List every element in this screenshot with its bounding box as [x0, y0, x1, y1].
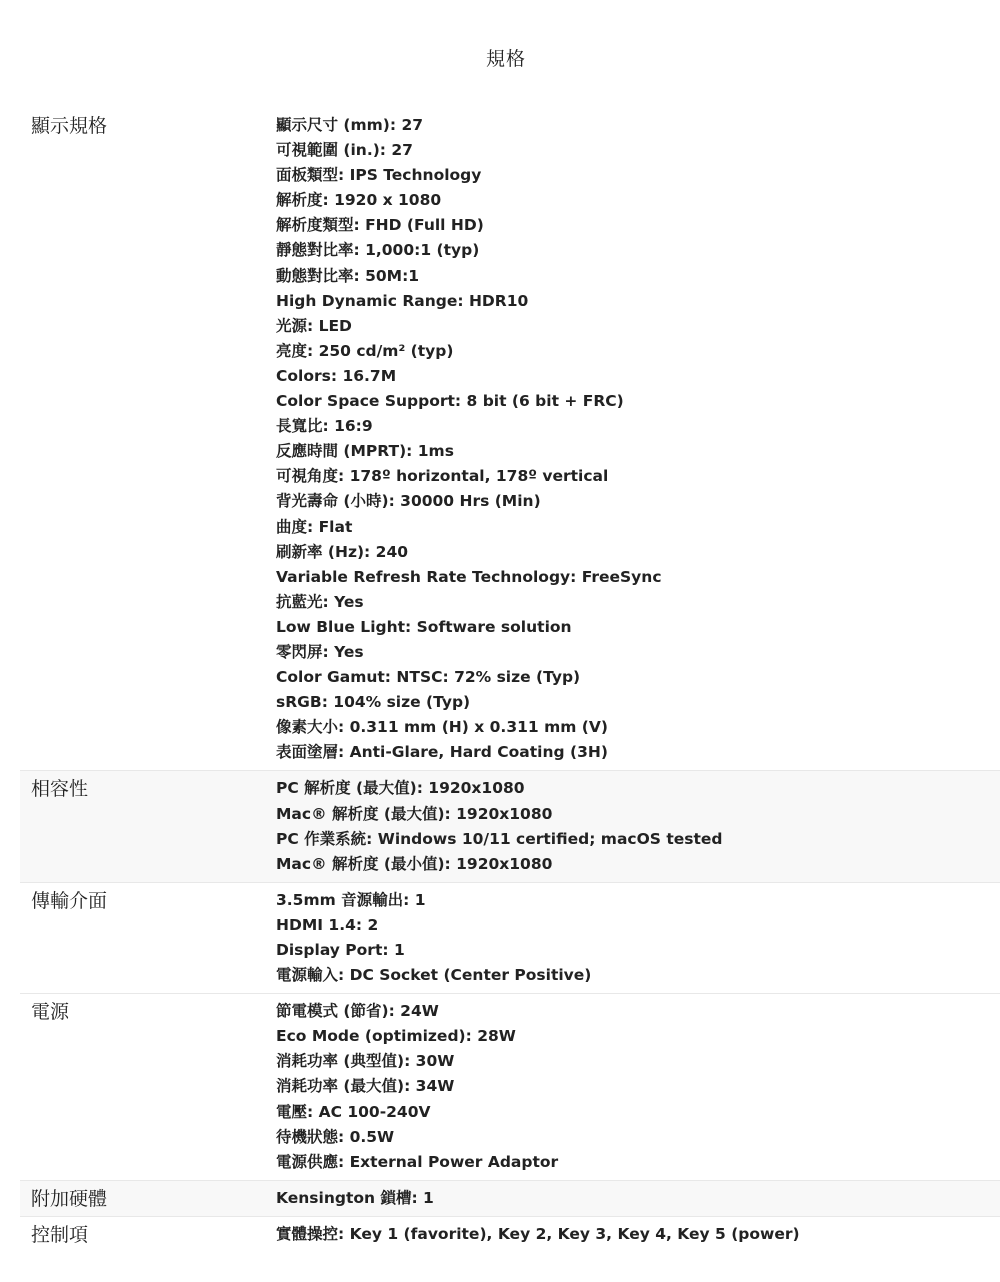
spec-item: 曲度: Flat: [276, 517, 353, 536]
spec-item: 電源供應: External Power Adaptor: [276, 1152, 559, 1171]
spec-item-list: [276, 1181, 1000, 1216]
spec-item: Kensington 鎖槽: 1: [276, 1188, 434, 1207]
spec-item: 反應時間 (MPRT): 1ms: [276, 442, 454, 461]
spec-section-display: [20, 108, 1000, 771]
spec-item: Display Port: 1: [276, 941, 405, 959]
spec-section-controls: [20, 1217, 1000, 1252]
spec-section-compatibility: [20, 771, 1000, 882]
spec-item: 抗藍光: Yes: [276, 592, 364, 611]
spec-item: 背光壽命 (小時): 30000 Hrs (Min): [276, 492, 541, 511]
spec-section-connectivity: [20, 883, 1000, 994]
spec-item: High Dynamic Range: HDR10: [276, 291, 529, 310]
spec-item: 節電模式 (節省): 24W: [276, 1002, 439, 1021]
spec-item: PC 作業系統: Windows 10/11 certified; macOS tested: [276, 829, 723, 848]
spec-item: 像素大小: 0.311 mm (H) x 0.311 mm (V): [276, 718, 608, 737]
spec-category-label: 電源: [31, 1001, 70, 1024]
spec-item: 消耗功率 (典型值): 30W: [276, 1052, 455, 1071]
page-title: 規格: [485, 48, 526, 70]
spec-item: sRGB: 104% size (Typ): [276, 693, 471, 712]
spec-item: 刷新率 (Hz): 240: [276, 542, 409, 561]
spec-item-list: [276, 883, 1000, 993]
spec-item: 可視角度: 178º horizontal, 178º vertical: [276, 467, 609, 486]
spec-item: Variable Refresh Rate Technology: FreeSync: [276, 567, 662, 586]
spec-item: 3.5mm 音源輸出: 1: [276, 890, 426, 909]
spec-item: 表面塗層: Anti-Glare, Hard Coating (3H): [276, 743, 608, 762]
spec-section-hardware: [20, 1181, 1000, 1217]
spec-category-label: 顯示規格: [31, 115, 108, 137]
spec-item: Colors: 16.7M: [276, 366, 397, 385]
spec-item: 電源輸入: DC Socket (Center Positive): [276, 966, 592, 985]
spec-item: Eco Mode (optimized): 28W: [276, 1027, 516, 1046]
spec-item: 靜態對比率: 1,000:1 (typ): [276, 241, 480, 260]
spec-item-list: [276, 108, 1000, 770]
spec-item: Color Gamut: NTSC: 72% size (Typ): [276, 668, 581, 687]
spec-item-list: [276, 1217, 1000, 1252]
spec-item: 消耗功率 (最大值): 34W: [276, 1077, 455, 1096]
spec-item: 面板類型: IPS Technology: [276, 166, 482, 185]
spec-item: 待機狀態: 0.5W: [276, 1127, 395, 1146]
spec-item: Color Space Support: 8 bit (6 bit + FRC): [276, 392, 624, 411]
spec-item: 亮度: 250 cd/m² (typ): [276, 341, 454, 360]
spec-item-list: [276, 771, 1000, 881]
spec-category-label: 相容性: [31, 778, 89, 801]
spec-item: 解析度: 1920 x 1080: [276, 191, 442, 210]
spec-item: 長寬比: 16:9: [276, 417, 373, 436]
spec-table: [20, 108, 1000, 1252]
spec-item-list: [276, 994, 1000, 1180]
spec-item: Low Blue Light: Software solution: [276, 617, 572, 636]
spec-item: 零閃屏: Yes: [276, 642, 364, 661]
spec-item: 可視範圍 (in.): 27: [276, 141, 413, 160]
spec-item: HDMI 1.4: 2: [276, 915, 379, 934]
spec-item: 解析度類型: FHD (Full HD): [276, 216, 484, 235]
spec-category-label: 控制項: [31, 1223, 89, 1246]
spec-item: 光源: LED: [276, 316, 352, 335]
spec-item: Mac® 解析度 (最大值): 1920x1080: [276, 804, 553, 823]
spec-item: 動態對比率: 50M:1: [276, 266, 420, 285]
spec-item: Mac® 解析度 (最小值): 1920x1080: [276, 854, 553, 873]
spec-item: 電壓: AC 100-240V: [276, 1102, 431, 1121]
spec-category-label: 附加硬體: [31, 1187, 108, 1210]
spec-section-power: [20, 994, 1000, 1181]
spec-item: PC 解析度 (最大值): 1920x1080: [276, 779, 525, 798]
spec-item: 顯示尺寸 (mm): 27: [276, 116, 424, 134]
spec-item: 實體操控: Key 1 (favorite), Key 2, Key 3, Key 4, Key 5 (power): [276, 1224, 800, 1243]
spec-category-label: 傳輸介面: [31, 889, 108, 912]
